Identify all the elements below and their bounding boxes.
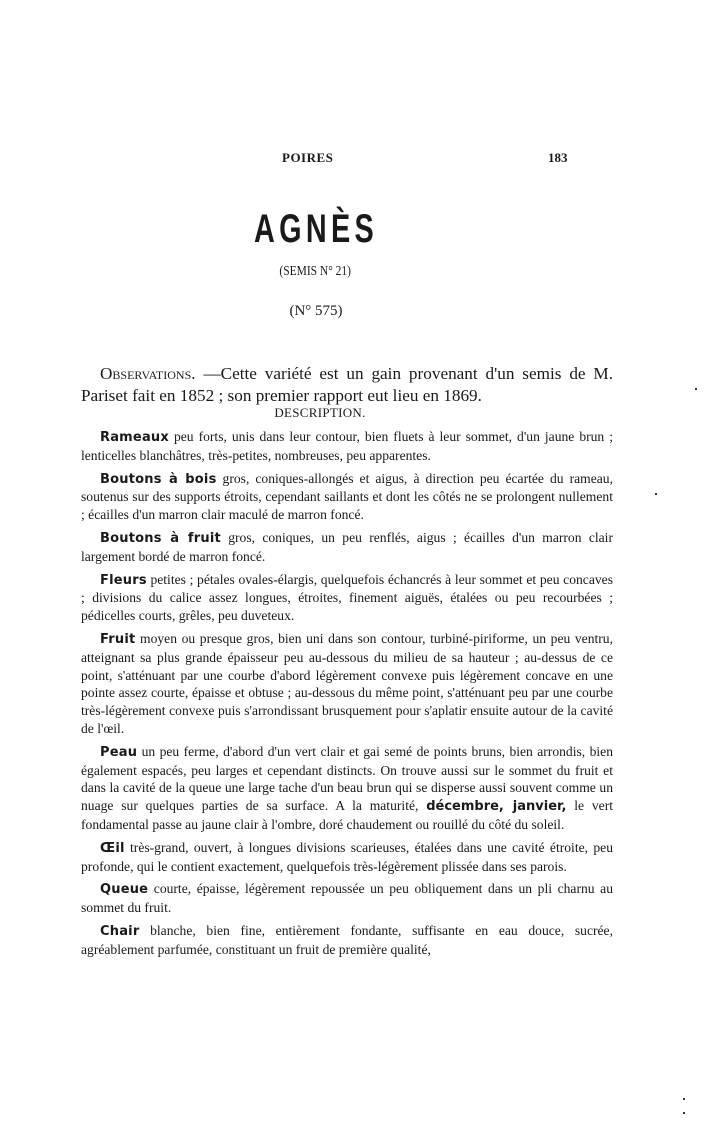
entry-fleurs (81, 571, 613, 625)
scan-speck (655, 493, 657, 495)
entry-term: Fleurs (100, 572, 147, 588)
maturity-months: décembre, janvier, (426, 799, 567, 815)
entry-queue (81, 880, 613, 917)
page-number: 183 (548, 150, 568, 165)
running-head (0, 150, 707, 170)
entry-boutons-a-fruit (81, 529, 613, 566)
entry-term: Peau (100, 744, 138, 760)
catalog-number: (N° 575) (289, 303, 343, 319)
entry-term: Chair (100, 923, 140, 939)
variety-subtitle: (SEMIS N° 21) (279, 264, 351, 279)
entry-text: gros, coniques-allongés et aigus, à direction peu écartée du rameau, soutenus sur des supports étroits, cependant saillants et dont les côtés ne se prolongent nullement ; écailles d'un marron clair maculé de marron foncé. (81, 470, 613, 523)
entry-text: gros, coniques, un peu renflés, aigus ; écailles d'un marron clair largement bordé de marron foncé. (81, 529, 613, 564)
entry-text: peu forts, unis dans leur contour, bien fluets à leur sommet, d'un jaune brun ; lenticelles blanchâtres, très-petites, nombreuses, peu apparentes. (81, 429, 613, 463)
entry-rameaux (81, 428, 613, 465)
entry-text: un peu ferme, d'abord d'un vert clair et gai semé de points bruns, bien arrondis, bien également espacés, peu larges et cependant distincts. On trouve aussi sur le sommet du fruit et dans la cavité de la queue une large tache d'un beau brun qui se disperse aussi souvent comme un nuage sur quelques parties de sa surface. A la maturité, (81, 743, 613, 814)
entry-term: Queue (100, 882, 149, 898)
entry-fruit (81, 630, 613, 738)
entry-text: le vert fondamental passe au jaune clair à l'ombre, doré chaudement ou rouillé du côté du soleil. (81, 798, 614, 832)
running-title: POIRES (282, 150, 334, 165)
entry-text: blanche, bien fine, entièrement fondante, suffisante en eau douce, sucrée, agréablement parfumée, constituant un fruit de première qualité, (81, 922, 613, 957)
observations-dash: — (195, 364, 221, 384)
entry-boutons-a-bois (81, 470, 613, 524)
entry-term: Rameaux (100, 430, 169, 445)
entry-term: Boutons à bois (100, 471, 217, 487)
observations-text: Cette variété est un gain provenant d'un semis de M. Pariset fait en 1852 ; son premier rapport eut lieu en 1869. (81, 364, 614, 406)
entry-text: petites ; pétales ovales-élargis, quelquefois échancrés à leur sommet et peu concaves ; divisions du calice assez longues, étroites, finement aiguës, étalées ou peu recourbées ; pédicelles courts, grêles, peu duveteux. (81, 571, 613, 624)
entry-term: Boutons à fruit (100, 530, 221, 546)
entry-term: Œil (100, 840, 125, 856)
entry-text: moyen ou presque gros, bien uni dans son contour, turbiné-piriforme, un peu ventru, atteignant sa plus grande épaisseur peu au-dessous du milieu de sa hauteur ; au-dessus de ce point, s'atténuant par une courbe d'abord légèrement convexe puis légèrement concave en une pointe assez courte, épaisse et obtuse ; au-dessous du même point, s'atténuant peu par une courbe très-légèrement convexe puis s'arrondissant brusquement pour s'aplatir ensuite autour de la cavité de l'œil. (81, 630, 613, 736)
scan-speck (683, 1112, 685, 1114)
variety-title: AGNÈS (253, 207, 379, 251)
description-heading: DESCRIPTION. (274, 405, 366, 420)
entry-oeil (81, 839, 613, 876)
scan-speck (695, 388, 697, 390)
entry-term: Fruit (100, 631, 136, 647)
entry-peau (81, 743, 613, 834)
entry-text: très-grand, ouvert, à longues divisions scarieuses, étalées dans une cavité étroite, peu profonde, qui le contient exactement, quelquefois très-légèrement plissée dans ses parois. (81, 839, 613, 874)
observations-paragraph (81, 363, 613, 407)
description-body (81, 428, 613, 964)
scan-speck (683, 1098, 685, 1100)
entry-chair (81, 922, 613, 959)
entry-text: courte, épaisse, légèrement repoussée un peu obliquement dans un pli charnu au sommet du fruit. (81, 881, 613, 916)
observations-label: Observations. (100, 364, 196, 384)
